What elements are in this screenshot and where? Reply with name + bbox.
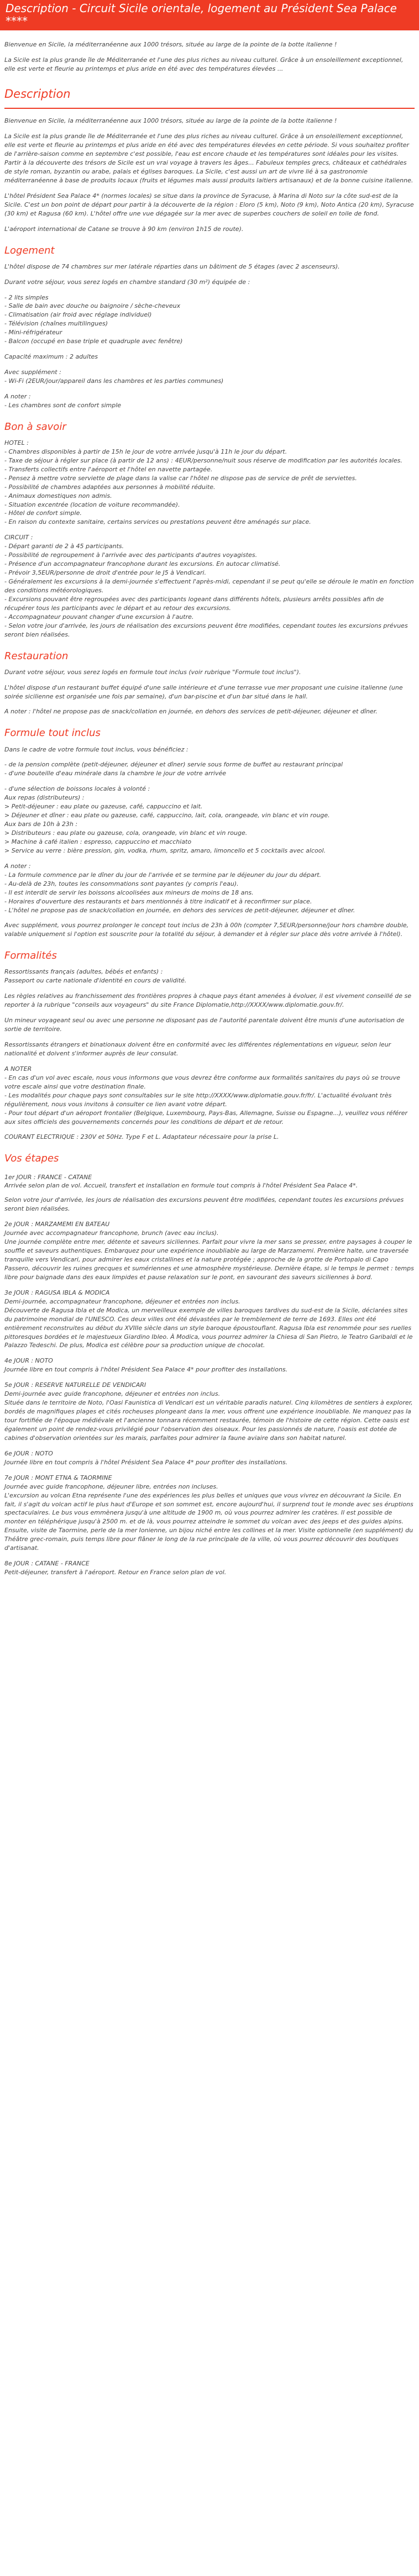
day-title: 5e JOUR : RESERVE NATURELLE DE VENDICARI	[4, 1381, 146, 1389]
day-text: Petit-déjeuner, transfert à l'aéroport. Retour en France selon plan de vol.	[4, 1569, 227, 1576]
formule-drinks-list: - d'une sélection de boissons locales à volonté : Aux repas (distributeurs) : > Petit-déjeuner : eau plate ou gazeuse, café, cappuccino et lait. > Déjeuner et dîner : eau plate ou gazeuse, café, cappuccino, lait, cola, orangeade, vin blanc et vin rouge. Aux bars de 10h à 23h : > Distributeurs : eau plate ou gazeuse, cola, orangeade, vin blanc et vin rouge. > Machine à café italien : espresso, cappuccino et macchiato > Service au verre : bière pression, gin, vodka, rhum, spritz, amaro, limoncello et 5 cocktails avec alcool.	[4, 785, 330, 854]
section-heading-logement: Logement	[4, 244, 55, 256]
intro-paragraph: La Sicile est la plus grande île de Méditerranée et l'une des plus riches au niveau culturel. Grâce à un ensoleillement exceptionnel, elle est verte et fleurie au printemps et plus aride en été avec des températures élevées ...	[4, 56, 404, 72]
day-text: Demi-journée avec guide francophone, déjeuner et entrées non inclus. Située dans le territoire de Noto, l'Oasi Faunistica di Vendicari est un véritable paradis naturel. Cinq kilomètres de sentiers à explorer, bordés de magnifiques plages et cités rocheuses plongeant dans la mer, vous offrent une expérience inoubliable. Ne manquez pas la tour fortifiée de l'époque médiévale et l'ancienne tonnara récemment restaurée, témoin de l'histoire de cette région. Cette oasis est également un point de rendez-vous privilégié pour l'observation des oiseaux. Pour les passionnés de nature, l'oasis est dotée de cabines d'observation orientées sur les marais, parfaites pour admirer la faune aviaire dans son habitat naturel.	[4, 1390, 413, 1442]
restauration-text: A noter : l'hôtel ne propose pas de snack/collation en journée, en dehors des services de petit-déjeuner, déjeuner et dîner.	[4, 708, 378, 716]
formule-notes: A noter : - La formule commence par le dîner du jour de l'arrivée et se termine par le déjeuner du jour du départ. - Au-delà de 23h, toutes les consommations sont payantes (y compris l'eau). - Il est interdit de servir les boissons alcoolisées aux mineurs de moins de 18 ans. - Horaires d'ouverture des restaurants et bars mentionnés à titre indicatif et à reconfirmer sur place. - L'hôtel ne propose pas de snack/collation en journée, en dehors des services de petit-déjeuner, déjeuner et dîner.	[4, 862, 355, 914]
day-text: Journée avec accompagnateur francophone, brunch (avec eau inclus). Une journée complète entre mer, détente et saveurs siciliennes. Parfait pour vivre la mer sans se presser, entre paysages à couper le souffle et saveurs authentiques. Embarquez pour une expérience inoubliable au large de Marzamemi. Première halte, une traversée tranquille vers Vendicari, pour admirer les eaux cristallines et la nature protégée ; approche de la grotte de Portopalo di Capo Passero, découvrir les ruines grecques et sumériennes et une atmosphère mystérieuse. Dernière étape, si le temps le permet : temps libre pour baignade dans des eaux limpides et pause relaxation sur le pont, en savourant des saveurs siciliennes à bord.	[4, 1229, 414, 1281]
page-title: Description - Circuit Sicile orientale, logement au Président Sea Palace ****	[0, 0, 419, 30]
day-title: 6e JOUR : NOTO	[4, 1449, 53, 1457]
day-title: 7e JOUR : MONT ETNA & TAORMINE	[4, 1474, 112, 1481]
formalites-notes: A NOTER - En cas d'un vol avec escale, nous vous informons que vous devrez être conforme aux formalités sanitaires du pays où se trouve votre escale ainsi que votre destination finale. - Les modalités pour chaque pays sont consultables sur le site http://XXXX/www.diplomatie.gouv.fr/fr/. L'actualité évoluant très régulièrement, nous vous invitons à consulter ce lien avant votre départ. - Pour tout départ d'un aéroport frontalier (Belgique, Luxembourg, Pays-Bas, Allemagne, Suisse ou Espagne...), veuillez vous référer aux sites officiels des gouvernements concernés pour les conditions de départ et de retour.	[4, 1065, 408, 1126]
formule-text: Avec supplément, vous pourrez prolonger le concept tout inclus de 23h à 00h (compter 7,5EUR/personne/jour hors chambre double, valable uniquement si l'option est souscrite pour la totalité du séjour, à demander et à régler sur place dès votre arrivée à l'hôtel).	[4, 922, 409, 938]
divider	[4, 108, 415, 109]
formule-text: Dans le cadre de votre formule tout inclus, vous bénéficiez :	[4, 745, 188, 753]
day-note: Selon votre jour d'arrivée, les jours de réalisation des excursions peuvent être modifiées, cependant toutes les excursions prévues seront bien réalisées.	[4, 1196, 404, 1213]
day-title: 2e JOUR : MARZAMEMI EN BATEAU	[4, 1221, 110, 1228]
logement-text: Capacité maximum : 2 adultes	[4, 353, 98, 361]
logement-text: Avec supplément : - Wi-Fi (2EUR/jour/appareil dans les chambres et les parties communes)	[4, 369, 224, 385]
description-paragraph: L'hôtel Président Sea Palace 4* (normes locales) se situe dans la province de Syracuse, à Marina di Noto sur la côte sud-est de la Sicile. C'est un bon point de départ pour partir à la découverte de la région : Eloro (5 km), Noto (9 km), Noto Antica (20 km), Syracuse (30 km) et Ragusa (60 km). L'hôtel offre une vue dégagée sur la mer avec de superbes couchers de soleil en toile de fond.	[4, 192, 414, 217]
logement-text: A noter : - Les chambres sont de confort simple	[4, 392, 122, 409]
section-heading-bon-a-savoir: Bon à savoir	[4, 420, 66, 433]
logement-equipment-list: - 2 lits simples - Salle de bain avec douche ou baignoire / sèche-cheveux - Climatisation (air froid avec réglage individuel) - Télévision (chaînes multilingues) - Mini-réfrigérateur - Balcon (occupé en base triple et quadruple avec fenêtre)	[4, 293, 183, 345]
section-heading-etapes: Vos étapes	[4, 1153, 59, 1165]
day-text: Demi-journée, accompagnateur francophone, déjeuner et entrées non inclus. Découverte de Ragusa Ibla et de Modica, un merveilleux exemple de villes baroques tardives du sud-est de la Sicile, déclarées sites du patrimoine mondial de l'UNESCO. Ces deux villes ont été dévastées par le tremblement de terre de 1693. Elles ont été entièrement reconstruites au début du XVIIIe siècle dans un style baroque époustouflant. Ragusa Ibla est renommée pour ses ruelles pittoresques bordées et le majestueux Giardino Ibleo. À Modica, vous pourrez admirer la Chiesa di San Pietro, le Teatro Garibaldi et le Palazzo Tedeschi. De plus, Modica est célèbre pour sa production unique de chocolat.	[4, 1297, 413, 1349]
intro-paragraph: Bienvenue en Sicile, la méditerranéenne aux 1000 trésors, située au large de la pointe de la botte italienne !	[4, 41, 337, 48]
section-heading-formalites: Formalités	[4, 950, 57, 962]
formalites-text: Les règles relatives au franchissement des frontières propres à chaque pays étant amenées à évoluer, il est vivement conseillé de se reporter à la rubrique "conseils aux voyageurs" du site France Diplomatie,http://XXXX/www.diplomatie.gouv.fr/.	[4, 992, 411, 1009]
formule-text: - de la pension complète (petit-déjeuner, déjeuner et dîner) servie sous forme de buffet au restaurant principal - d'une bouteille d'eau minérale dans la chambre le jour de votre arrivée	[4, 761, 343, 777]
logement-text: Durant votre séjour, vous serez logés en chambre standard (30 m²) équipée de :	[4, 278, 250, 286]
formalites-text: Ressortissants français (adultes, bébés et enfants) : Passeport ou carte nationale d'identité en cours de validité.	[4, 968, 187, 985]
logement-text: L'hôtel dispose de 74 chambres sur mer latérale réparties dans un bâtiment de 5 étages (avec 2 ascenseurs).	[4, 262, 340, 270]
day-title: 3e JOUR : RAGUSA IBLA & MODICA	[4, 1289, 110, 1296]
bon-a-savoir-hotel: HOTEL : - Chambres disponibles à partir de 15h le jour de votre arrivée jusqu'à 11h le jour du départ. - Taxe de séjour à régler sur place (à partir de 12 ans) : 4EUR/personne/nuit sous réserve de modification par les autorités locales. - Transferts collectifs entre l'aéroport et l'hôtel en navette partagée. - Pensez à mettre votre serviette de plage dans la valise car l'hôtel ne dispose pas de service de prêt de serviettes. - Possibilité de chambres adaptées aux personnes à mobilité réduite. - Animaux domestiques non admis. - Situation excentrée (location de voiture recommandée). - Hôtel de confort simple. - En raison du contexte sanitaire, certains services ou prestations peuvent être aménagés sur place.	[4, 439, 402, 526]
day-title: 4e JOUR : NOTO	[4, 1357, 53, 1365]
bon-a-savoir-circuit: CIRCUIT : - Départ garanti de 2 à 45 participants. - Possibilité de regroupement à l'arrivée avec des participants d'autres voyagistes. - Présence d'un accompagnateur francophone durant les excursions. En autocar climatisé. - Prévoir 3,5EUR/personne de droit d'entrée pour le J5 à Vendicari. - Généralement les excursions à la demi-journée s'effectuent l'après-midi, cependant il se peut qu'elle se déroule le matin en fonction des conditions météorologiques. - Excursions pouvant être regroupées avec des participants logeant dans différents hôtels, plusieurs arrêts possibles afin de récupérer tous les participants avec le départ et au retour des excursions. - Accompagnateur pouvant changer d'une excursion à l'autre. - Selon votre jour d'arrivée, les jours de réalisation des excursions peuvent être modifiées, cependant toutes les excursions prévues seront bien réalisées.	[4, 534, 414, 638]
formalites-text: Un mineur voyageant seul ou avec une personne ne disposant pas de l'autorité parentale doivent être munis d'une autorisation de sortie de territoire.	[4, 1017, 405, 1033]
day-title: 8e JOUR : CATANE - FRANCE	[4, 1560, 90, 1568]
formalites-text: Ressortissants étrangers et binationaux doivent être en conformité avec les différentes réglementations en vigueur, selon leur nationalité et doivent s'informer auprès de leur consulat.	[4, 1041, 391, 1057]
day-text: Journée libre en tout compris à l'hôtel Président Sea Palace 4* pour profiter des installations.	[4, 1458, 288, 1466]
description-paragraph: L'aéroport international de Catane se trouve à 90 km (environ 1h15 de route).	[4, 225, 244, 233]
description-paragraph: La Sicile est la plus grande île de Méditerranée et l'une des plus riches au niveau culturel. Grâce à un ensoleillement exceptionnel, elle est verte et fleurie au printemps et plus aride en été avec des températures élevées en cette période. Si vous souhaitez profiter de l'arrière-saison comme en septembre c'est possible, l'eau est encore chaude et les températures sont idéales pour les visites. Partir à la découverte des trésors de Sicile est un vrai voyage à travers les âges... Fabuleux temples grecs, châteaux et cathédrales de style roman, byzantin ou arabe, palais et églises baroques. La Sicile, c'est aussi un art de vivre lié à sa gastronomie méditerranéenne à base de produits locaux (fruits et légumes mais aussi produits laitiers artisanaux) et de la bonne cuisine italienne.	[4, 133, 413, 184]
day-text: Journée libre en tout compris à l'hôtel Président Sea Palace 4* pour profiter des installations.	[4, 1366, 288, 1374]
day-title: 1er JOUR : FRANCE - CATANE	[4, 1173, 92, 1181]
section-heading-formule: Formule tout inclus	[4, 727, 101, 739]
section-heading-description: Description	[4, 87, 71, 101]
section-heading-restauration: Restauration	[4, 650, 69, 662]
day-text: Arrivée selon plan de vol. Accueil, transfert et installation en formule tout compris à l'hôtel Président Sea Palace 4*.	[4, 1182, 358, 1190]
restauration-text: L'hôtel dispose d'un restaurant buffet équipé d'une salle intérieure et d'une terrasse vue mer proposant une cuisine italienne (une soirée sicilienne est organisée une fois par semaine), d'un bar-piscine et d'un bar situé dans le hall.	[4, 684, 403, 700]
formalites-text: COURANT ELECTRIQUE : 230V et 50Hz. Type F et L. Adaptateur nécessaire pour la prise L.	[4, 1133, 279, 1141]
description-paragraph: Bienvenue en Sicile, la méditerranéenne aux 1000 trésors, située au large de la pointe de la botte italienne !	[4, 117, 337, 125]
day-text: Journée avec guide francophone, déjeuner libre, entrées non incluses. L'excursion au volcan Etna représente l'une des expériences les plus belles et uniques que vous vivrez en découvrant la Sicile. En fait, il s'agit du volcan actif le plus haut d'Europe et son sommet est, encore aujourd'hui, il surprend tout le monde avec ses éruptions spectaculaires. Le bus vous emmènera jusqu'à une altitude de 1900 m, où vous pourrez admirer les cratères. Il est possible de monter en téléphérique jusqu'à 2500 m. et de là, vous pourrez atteindre le sommet du volcan avec des jeeps et des guides alpins. Ensuite, visite de Taormine, perle de la mer Ionienne, un bijou niché entre les collines et la mer. Visite optionnelle (en supplément) du Théâtre grec-romain, puis temps libre pour flâner le long de la rue principale de la ville, où vous pourrez découvrir des boutiques d'artisanat.	[4, 1482, 413, 1552]
restauration-text: Durant votre séjour, vous serez logés en formule tout inclus (voir rubrique "Formule tout inclus").	[4, 668, 301, 676]
